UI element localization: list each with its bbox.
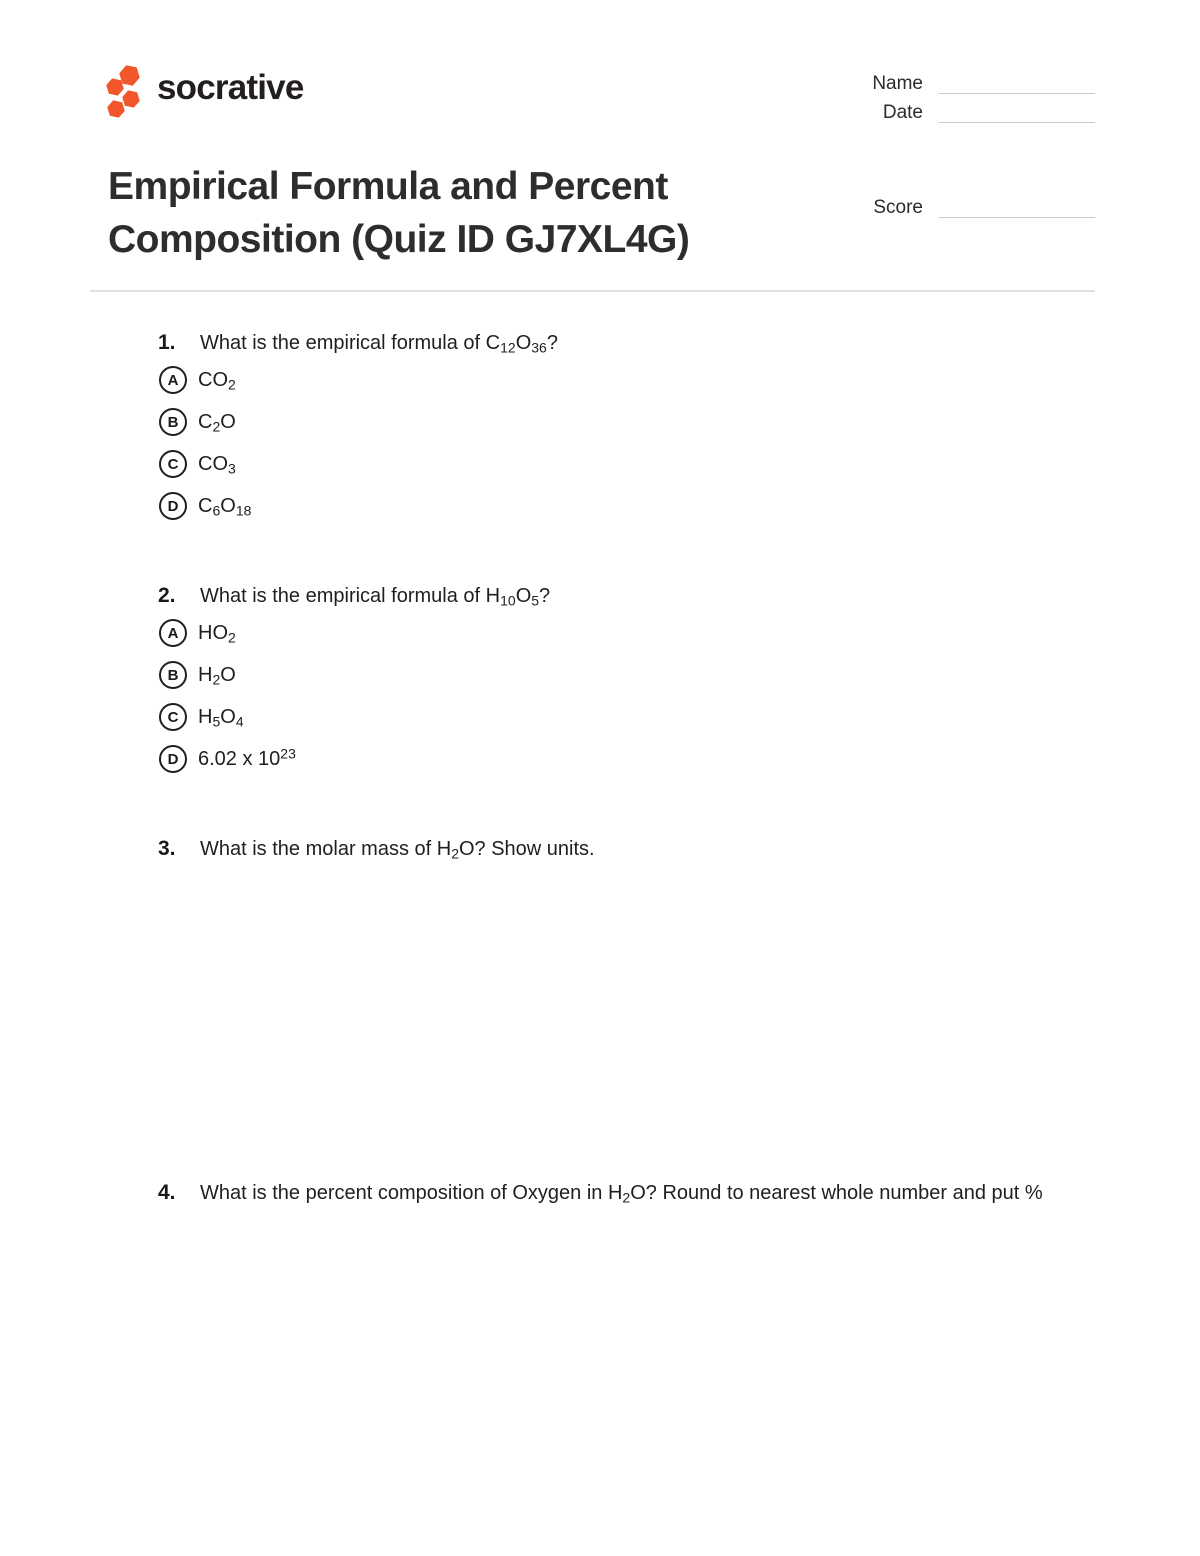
question-text: What is the molar mass of $H_2O$? Show units. <box>200 838 595 862</box>
option-row <box>158 485 1118 527</box>
socrative-logo <box>106 66 304 116</box>
option-text: $C_6O_{18}$ <box>198 494 252 518</box>
question-text: What is the empirical formula of $H_{10}O_5$? <box>200 585 551 609</box>
option-row <box>158 359 1118 401</box>
date-blank-line <box>939 105 1095 123</box>
question-number: 3. <box>158 837 176 860</box>
option-text: $H_5O_4$ <box>198 705 244 729</box>
score-row <box>855 198 1095 218</box>
question <box>158 582 1118 780</box>
option-letter-bubble: C <box>159 703 187 731</box>
option-row <box>158 696 1118 738</box>
header-divider <box>90 290 1095 292</box>
quiz-title: Empirical Formula and Percent Composition (Quiz ID GJ7XL4G) <box>108 165 690 261</box>
question-head <box>158 582 1118 610</box>
option-text: $CO_2$ <box>198 368 236 392</box>
options-list <box>158 359 1118 527</box>
hexagon-icon <box>121 89 142 108</box>
option-letter-bubble: C <box>159 450 187 478</box>
question-number: 4. <box>158 1181 176 1204</box>
option-text: $H_2O$ <box>198 663 236 687</box>
option-row <box>158 654 1118 696</box>
question-head <box>158 835 1118 863</box>
question-head <box>158 1179 1118 1207</box>
question-number: 1. <box>158 331 176 354</box>
question-text: What is the empirical formula of $C_{12}O_{36}$? <box>200 332 558 356</box>
score-label: Score <box>873 197 923 218</box>
option-letter-bubble: B <box>159 408 187 436</box>
option-text: $CO_3$ <box>198 452 236 476</box>
option-letter-bubble: A <box>159 619 187 647</box>
option-text: $C_2O$ <box>198 410 236 434</box>
option-row <box>158 738 1118 780</box>
option-row <box>158 443 1118 485</box>
question-text: What is the percent composition of Oxygen in $H_2O$? Round to nearest whole number and put % <box>200 1182 1043 1206</box>
logo-wordmark: socrative <box>157 68 304 107</box>
question-head <box>158 329 1118 357</box>
name-blank-line <box>939 76 1095 94</box>
option-row <box>158 401 1118 443</box>
option-letter-bubble: A <box>159 366 187 394</box>
name-date-block <box>855 74 1095 132</box>
question-number: 2. <box>158 584 176 607</box>
option-text: 6.02 x $10^{23}$ <box>198 745 296 770</box>
score-blank-line <box>939 200 1095 218</box>
date-row <box>855 103 1095 123</box>
option-letter-bubble: B <box>159 661 187 689</box>
date-label: Date <box>882 102 923 123</box>
question <box>158 835 1118 863</box>
name-row <box>855 74 1095 94</box>
socrative-hexagons-icon <box>106 66 142 116</box>
question <box>158 329 1118 527</box>
name-label: Name <box>872 73 923 94</box>
option-text: $HO_2$ <box>198 621 236 645</box>
option-letter-bubble: D <box>159 745 187 773</box>
questions-list <box>158 329 1118 1523</box>
option-row <box>158 612 1118 654</box>
option-letter-bubble: D <box>159 492 187 520</box>
hexagon-icon <box>106 99 127 118</box>
options-list <box>158 612 1118 780</box>
score-block <box>855 198 1095 227</box>
question <box>158 1179 1118 1207</box>
